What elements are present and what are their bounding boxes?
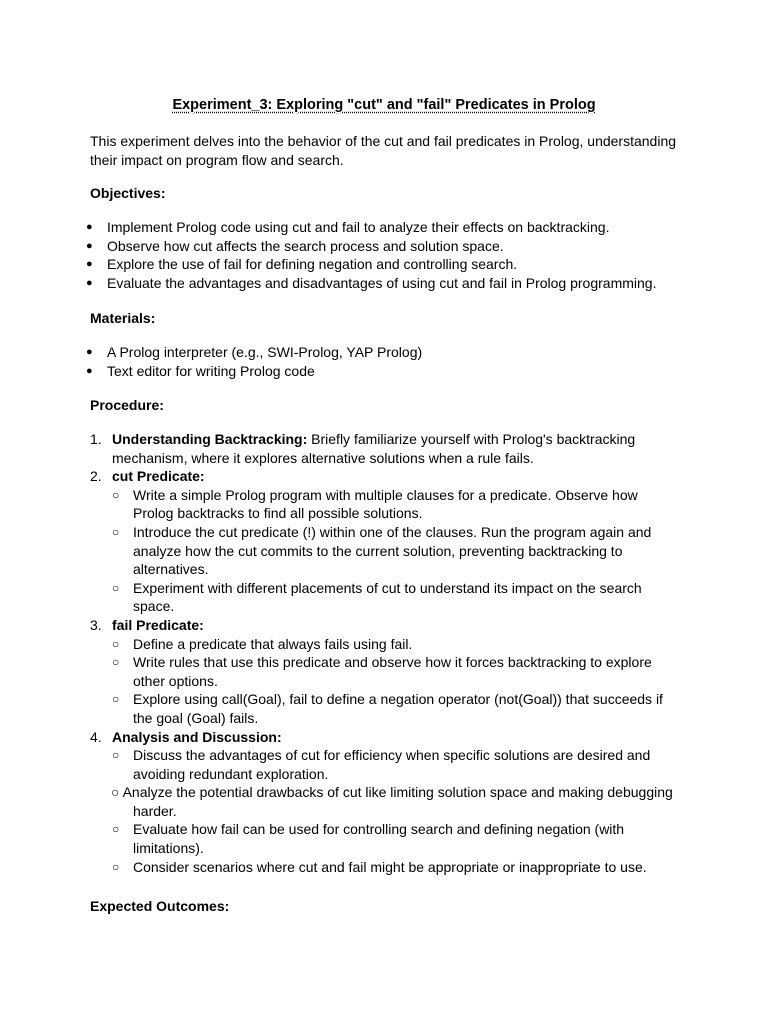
circle-bullet-icon: ○	[112, 692, 120, 707]
circle-bullet-icon: ○	[112, 580, 120, 595]
procedure-step	[90, 467, 680, 486]
list-item: ○ Evaluate how fail can be used for controlling search and defining negation (with limitations).	[112, 821, 625, 857]
step-lead: fail Predicate:	[112, 616, 204, 633]
list-item: ● A Prolog interpreter (e.g., SWI-Prolog, YAP Prolog)	[86, 344, 423, 360]
list-item: ○ Analyze the potential drawbacks of cut like limiting solution space and making debugging harder.	[111, 784, 673, 819]
list-item: ● Observe how cut affects the search process and solution space.	[86, 237, 504, 254]
step-number: 1.	[90, 431, 102, 447]
list-item: ○ Explore using call(Goal), fail to define a negation operator (not(Goal)) that succeeds if the goal (Goal) fails.	[112, 691, 663, 726]
circle-bullet-icon: ○	[112, 524, 120, 539]
step-text: Briefly familiarize yourself with Prolog's backtracking mechanism, where it explores alternative solutions when a rule fails.	[112, 431, 636, 466]
bullet-icon: ●	[86, 221, 93, 233]
list-item: ● Text editor for writing Prolog code	[86, 362, 315, 379]
list-item: ○ Experiment with different placements of cut to understand its impact on the search space.	[112, 579, 642, 615]
procedure-list	[90, 430, 680, 876]
list-item: ○ Consider scenarios where cut and fail might be appropriate or inappropriate to use.	[112, 858, 647, 875]
step-number: 4.	[90, 728, 102, 745]
page-title: Experiment_3: Exploring "cut" and "fail" Predicates in Prolog	[172, 97, 596, 113]
list-item: ● Implement Prolog code using cut and fail to analyze their effects on backtracking.	[86, 219, 610, 235]
list-item: ○ Define a predicate that always fails using fail.	[112, 635, 413, 652]
bullet-icon: ●	[86, 258, 93, 271]
procedure-step	[90, 430, 680, 467]
list-item: ○ Introduce the cut predicate (!) within one of the clauses. Run the program again and analyze how the cut commits to the current solution, preventing backtracking to alternatives.	[112, 523, 652, 578]
bullet-icon: ●	[86, 346, 93, 358]
circle-bullet-icon: ○	[112, 748, 120, 763]
circle-bullet-icon: ○	[112, 859, 120, 874]
list-item: ● Explore the use of fail for defining negation and controlling search.	[86, 256, 518, 273]
bullet-icon: ●	[86, 364, 93, 377]
objectives-heading: Objectives:	[90, 185, 166, 201]
bullet-icon: ●	[86, 239, 93, 252]
step-lead: Analysis and Discussion:	[112, 728, 282, 745]
materials-list	[86, 343, 690, 380]
circle-bullet-icon: ○	[112, 822, 120, 837]
list-item: ● Evaluate the advantages and disadvantages of using cut and fail in Prolog programming.	[86, 274, 657, 291]
intro-paragraph: This experiment delves into the behavior of the cut and fail predicates in Prolog, understanding their impact on program flow and search.	[90, 133, 677, 168]
list-item: ○ Write rules that use this predicate and observe how it forces backtracking to explore other options.	[112, 654, 652, 689]
objectives-list	[86, 218, 690, 292]
step-number: 2.	[90, 468, 102, 485]
procedure-step	[90, 616, 680, 635]
procedure-heading: Procedure:	[90, 397, 164, 413]
expected-outcomes-heading: Expected Outcomes:	[90, 898, 230, 914]
step-lead: cut Predicate:	[112, 468, 205, 485]
materials-heading: Materials:	[90, 310, 156, 326]
bullet-icon: ●	[86, 276, 93, 289]
procedure-step	[90, 728, 680, 747]
list-item: ○ Write a simple Prolog program with multiple clauses for a predicate. Observe how Prolog backtracks to find all possible solutions.	[112, 486, 638, 522]
step-number: 3.	[90, 616, 102, 633]
list-item: ○ Discuss the advantages of cut for efficiency when specific solutions are desired and avoiding redundant exploration.	[112, 747, 651, 782]
step-lead: Understanding Backtracking:	[112, 431, 308, 447]
circle-bullet-icon: ○	[112, 487, 120, 502]
circle-bullet-icon: ○	[112, 636, 120, 651]
circle-bullet-icon: ○	[112, 655, 120, 670]
